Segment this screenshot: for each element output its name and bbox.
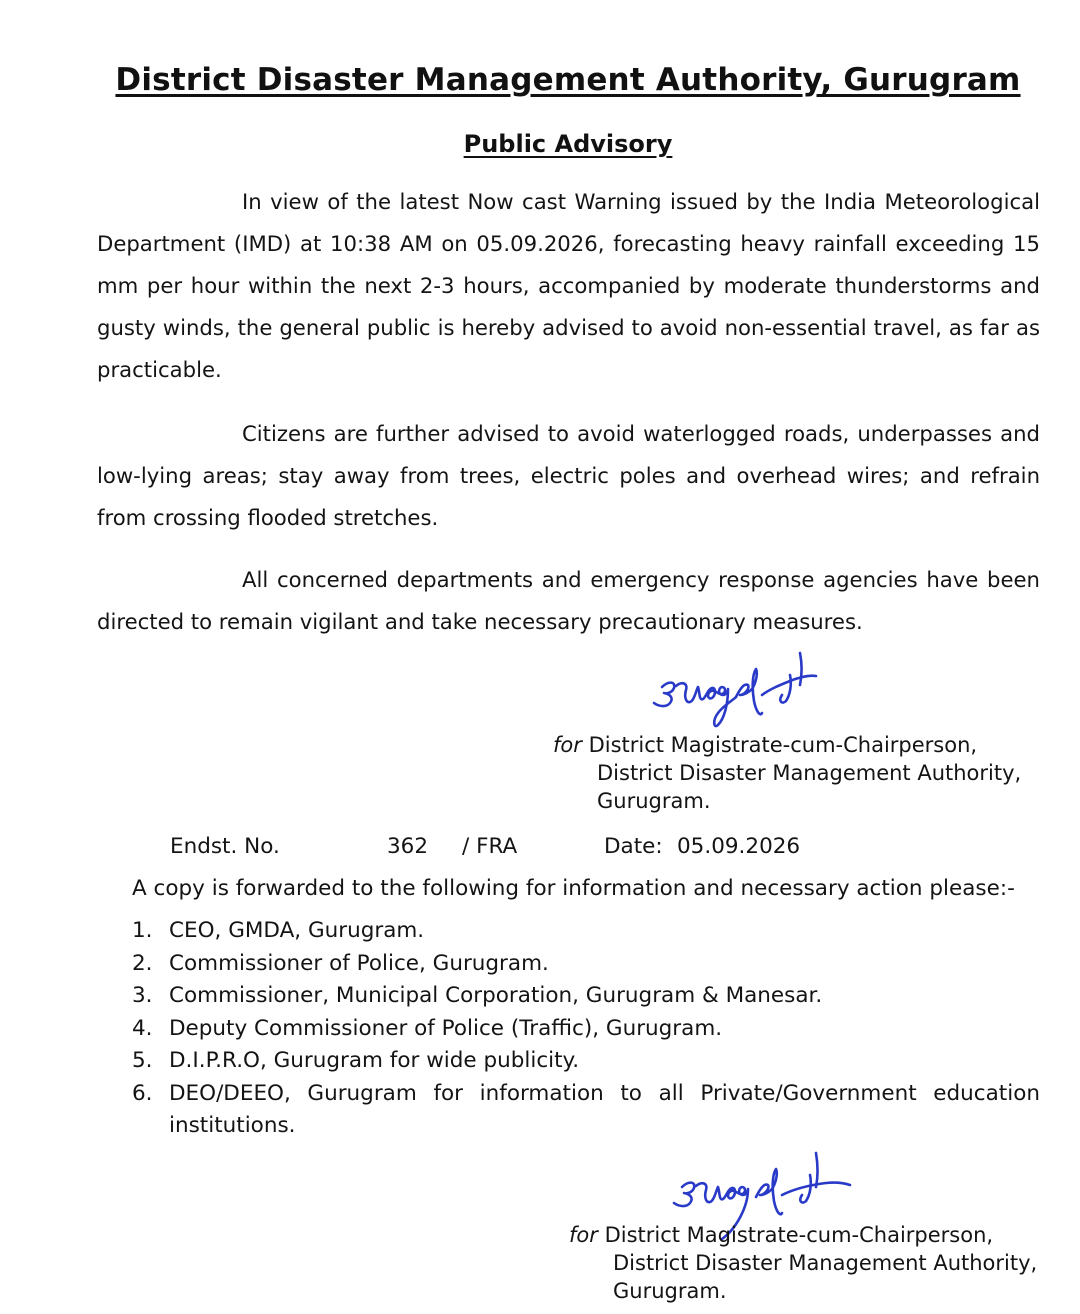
signature-image: [640, 645, 830, 735]
date-label: Date:: [604, 834, 663, 859]
document-subtitle: Public Advisory: [463, 130, 673, 158]
list-item: [132, 1045, 1040, 1078]
document-title: District Disaster Management Authority, Gurugram: [115, 62, 1021, 98]
list-item: [132, 915, 1040, 948]
signature-block: [553, 731, 1021, 815]
signatory-authority: District Disaster Management Authority,: [597, 761, 1022, 785]
endorsement-suffix: / FRA: [462, 834, 518, 859]
paragraph-warning: In view of the latest Now cast Warning issued by the India Meteorological Department (IMD) at 10:38 AM on 05.09.2026, forecasting heavy rainfall exceeding 15 mm per hour within the next 2-3 hours, accompanied by moderate thunderstorms and gusty winds, the general public is hereby advised to avoid non-essential travel, as far as practicable.: [97, 189, 1040, 382]
copy-intro: A copy is forwarded to the following for information and necessary action please:-: [132, 876, 1015, 901]
copy-recipient-list: [132, 915, 1040, 1143]
for-label: for: [553, 733, 582, 757]
endorsement-label: Endst. No.: [170, 834, 280, 859]
paragraph-citizen-advice: Citizens are further advised to avoid waterlogged roads, underpasses and low-lying areas; stay away from trees, electric poles and overhead wires; and refrain from crossing flooded stretches.: [97, 421, 1040, 530]
list-item: [132, 1013, 1040, 1046]
signatory-title: District Magistrate-cum-Chairperson,: [588, 733, 978, 757]
list-item-number: 4.: [132, 1015, 153, 1041]
endorsement-number: 362: [387, 834, 429, 859]
endorsement-date: 05.09.2026: [677, 834, 801, 859]
list-item-text: D.I.P.R.O, Gurugram for wide publicity.: [169, 1048, 580, 1073]
list-item-number: 6.: [132, 1080, 153, 1106]
list-item: [132, 980, 1040, 1013]
signature-block: [569, 1221, 1037, 1305]
list-item-text: DEO/DEEO, Gurugram for information to all Private/Government education institutions.: [169, 1080, 1040, 1138]
list-item: [132, 1078, 1040, 1143]
for-label: for: [569, 1223, 598, 1247]
signatory-place: Gurugram.: [613, 1279, 727, 1303]
list-item-text: Commissioner, Municipal Corporation, Gurugram & Manesar.: [169, 983, 823, 1008]
signatory-place: Gurugram.: [597, 789, 711, 813]
list-item-number: 2.: [132, 950, 153, 976]
paragraph-departments: All concerned departments and emergency response agencies have been directed to remain vigilant and take necessary precautionary measures.: [97, 567, 1040, 634]
list-item-text: Commissioner of Police, Gurugram.: [169, 950, 549, 976]
signatory-title: District Magistrate-cum-Chairperson,: [604, 1223, 994, 1247]
signatory-authority: District Disaster Management Authority,: [613, 1251, 1038, 1275]
list-item-number: 3.: [132, 983, 153, 1008]
list-item-text: CEO, GMDA, Gurugram.: [169, 918, 425, 943]
list-item-number: 1.: [132, 918, 153, 943]
list-item-text: Deputy Commissioner of Police (Traffic), Gurugram.: [169, 1015, 723, 1041]
list-item: [132, 948, 1040, 981]
list-item-number: 5.: [132, 1048, 153, 1073]
